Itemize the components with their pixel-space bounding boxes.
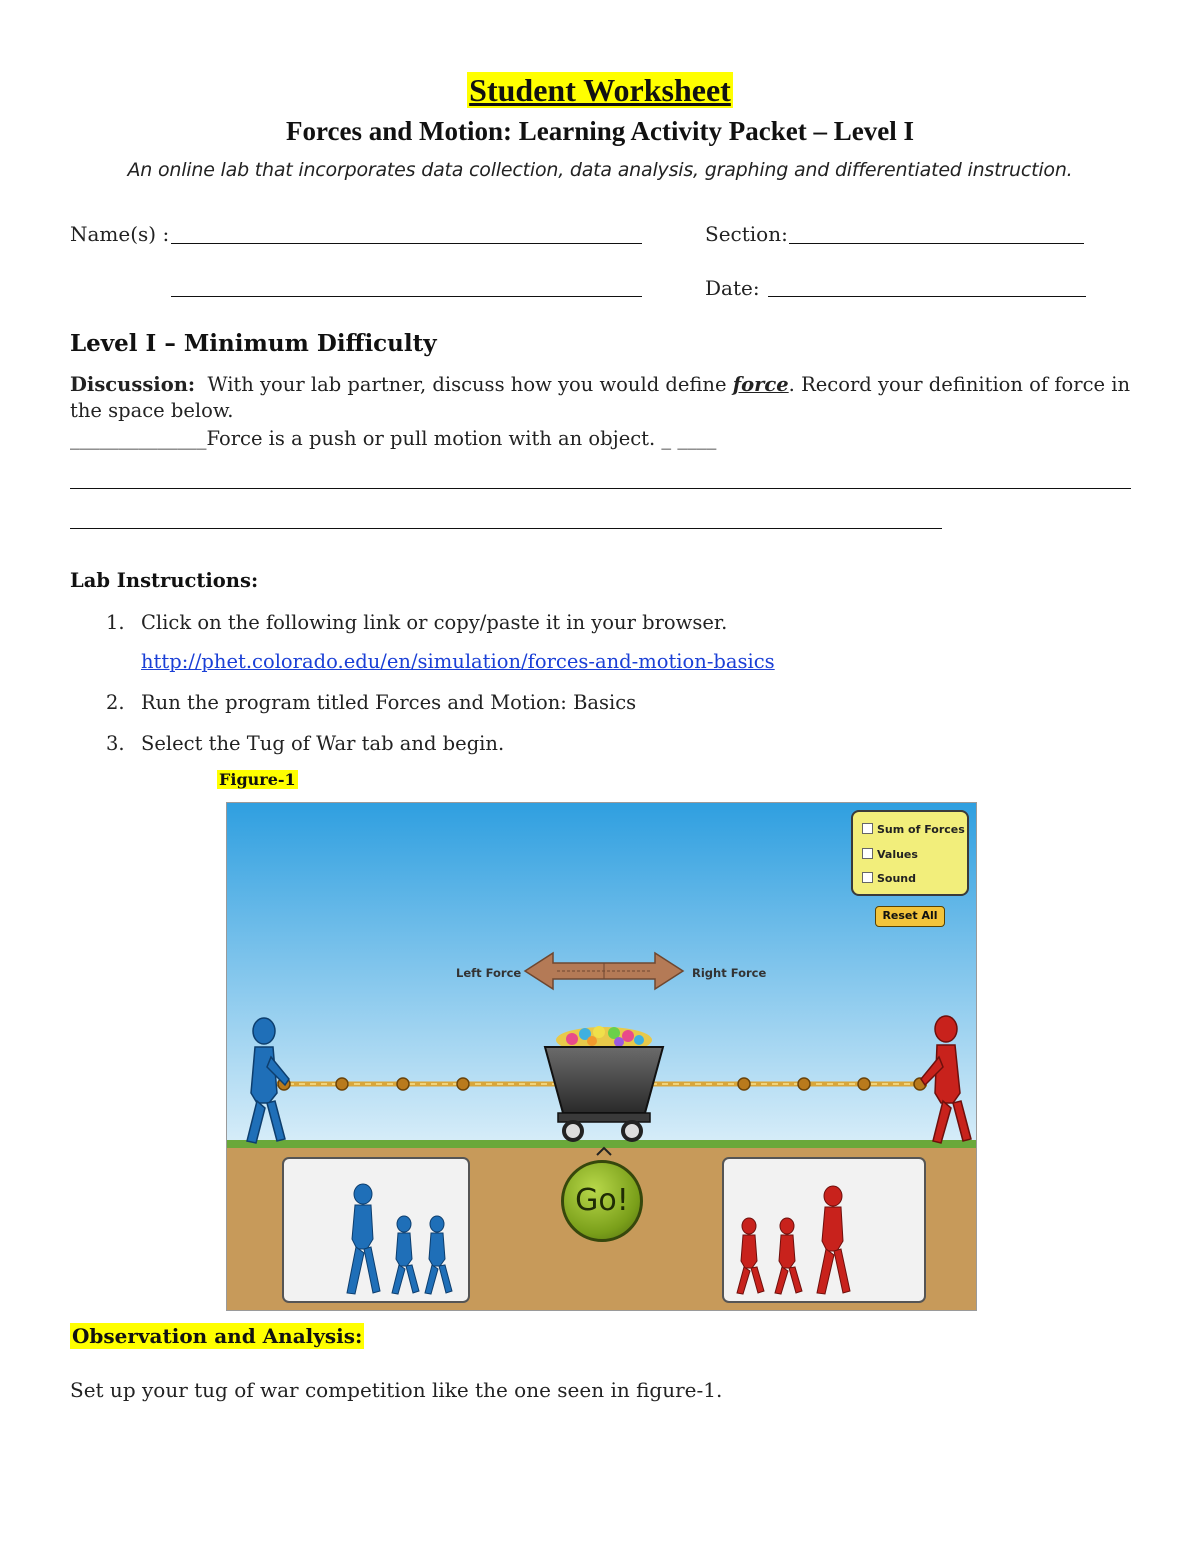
name-field-line-2[interactable] <box>171 296 642 297</box>
phet-link[interactable]: http://phet.colorado.edu/en/simulation/forces-and-motion-basics <box>141 650 775 673</box>
checkbox-values[interactable]: Values <box>862 848 918 861</box>
worksheet-title: Student Worksheet <box>469 72 731 108</box>
worksheet-subtitle: Forces and Motion: Learning Activity Packet – Level I <box>286 116 914 146</box>
level-heading: Level I – Minimum Difficulty <box>70 330 437 357</box>
answer-prefix: ______________ <box>70 427 207 450</box>
name-label: Name(s) : <box>70 222 170 246</box>
observation-heading: Observation and Analysis: <box>72 1324 363 1348</box>
instruction-item-3: 3. Select the Tug of War tab and begin. <box>106 732 505 755</box>
left-force-label: Left Force <box>456 966 522 980</box>
instruction-item-2: 2. Run the program titled Forces and Motion: Basics <box>106 691 637 714</box>
section-field-line[interactable] <box>789 243 1084 244</box>
name-field-line-1[interactable] <box>171 243 642 244</box>
definition-answer[interactable] <box>70 426 1135 452</box>
checkbox-icon[interactable] <box>862 848 873 859</box>
lab-instructions-heading: Lab Instructions: <box>70 569 259 592</box>
discussion-label: Discussion: <box>70 373 196 396</box>
control-panel <box>851 810 969 896</box>
checkbox-icon[interactable] <box>862 823 873 834</box>
section-label: Section: <box>705 222 788 246</box>
discussion-text-2: . Record your definition of force in the space below. <box>70 373 1131 422</box>
answer-line-1[interactable] <box>70 488 1131 489</box>
answer-text: Force is a push or pull motion with an object. <box>206 427 656 450</box>
go-button[interactable]: Go! <box>561 1160 643 1242</box>
answer-line-2[interactable] <box>70 528 942 529</box>
grass <box>227 1140 976 1148</box>
worksheet-tagline: An online lab that incorporates data collection, data analysis, graphing and differentiated instruction. <box>127 159 1073 181</box>
observation-text: Set up your tug of war competition like the one seen in figure-1. <box>70 1378 723 1402</box>
answer-suffix: _ ____ <box>655 427 717 450</box>
date-label: Date: <box>705 276 760 300</box>
instruction-item-1: 1. Click on the following link or copy/paste it in your browser. <box>106 611 728 634</box>
discussion-paragraph <box>70 372 1135 424</box>
reset-all-button[interactable]: Reset All <box>875 906 945 927</box>
right-force-label: Right Force <box>692 966 767 980</box>
date-field-line[interactable] <box>768 296 1086 297</box>
checkbox-sound[interactable]: Sound <box>862 872 916 885</box>
discussion-force-word: force <box>732 373 789 396</box>
discussion-text-1: With your lab partner, discuss how you would define <box>207 373 727 396</box>
checkbox-icon[interactable] <box>862 872 873 883</box>
figure-label: Figure-1 <box>219 770 296 789</box>
checkbox-sum-of-forces[interactable]: Sum of Forces <box>862 823 965 836</box>
